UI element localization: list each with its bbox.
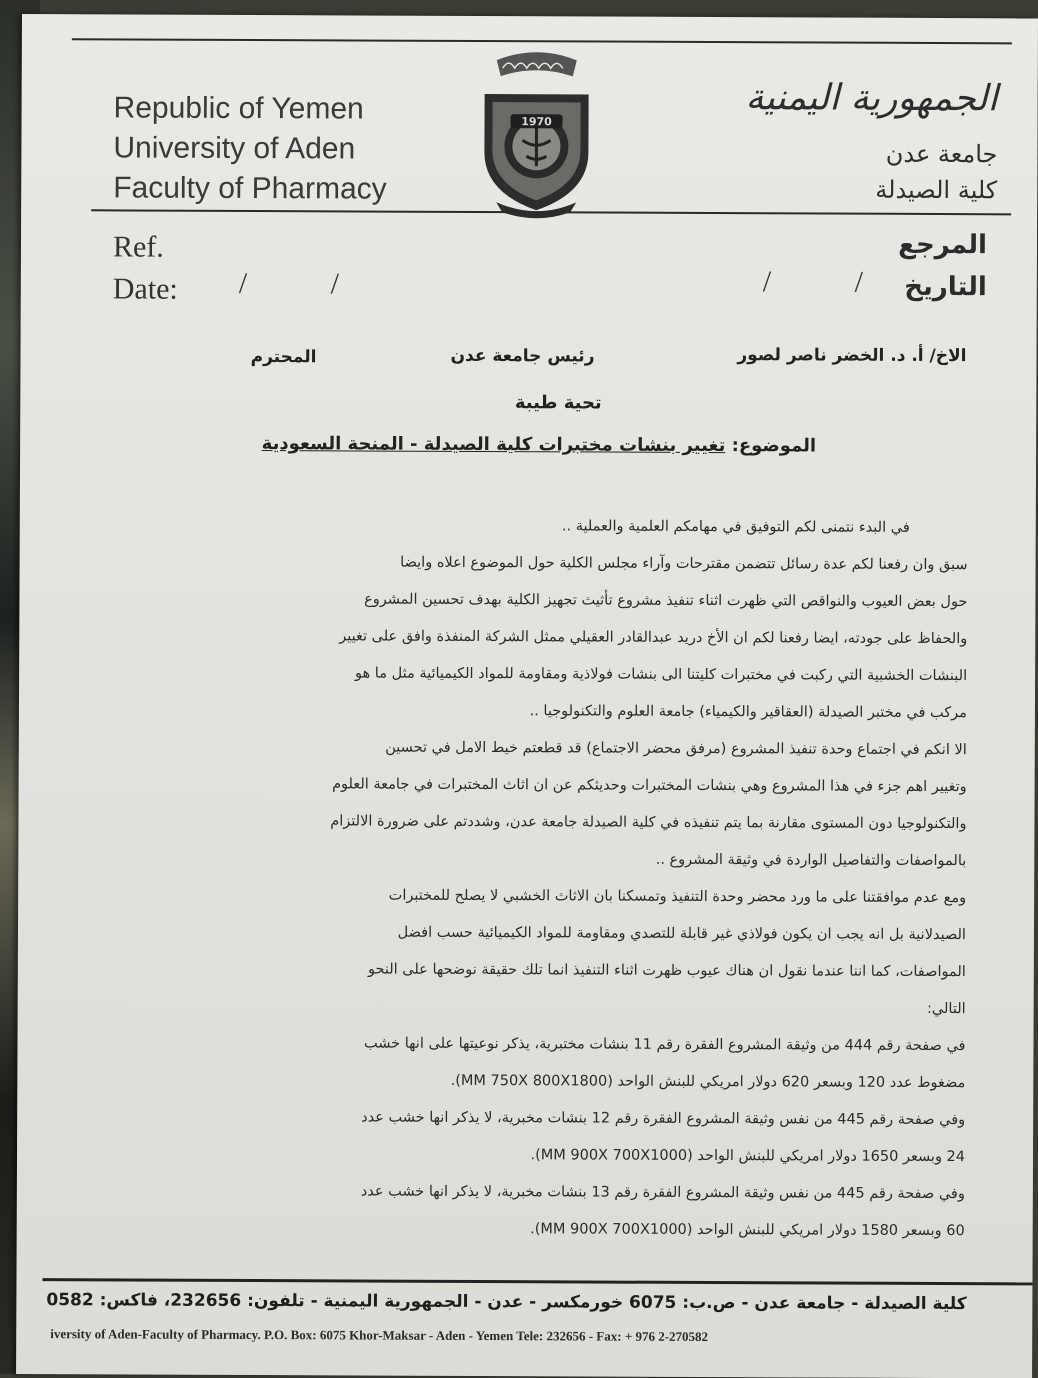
body-line: وفي صفحة رقم 445 من نفس وثيقة المشروع الفقرة رقم 13 بنشات مخبرية، لا يذكر انها خشب عدد: [360, 1183, 965, 1203]
body-line: الصيدلانية بل انه يجب ان يكون فولاذي غير قابلة للتصدي ومقاومة للمواد الكيميائية حسب افضل: [397, 924, 967, 944]
paragraph: [137, 1099, 965, 1177]
body-line: المواصفات، كما اننا عندما نقول ان هناك عيوب ظهرت اثناء التنفيذ انما تلك حقيقة نوضحها على النحو: [368, 961, 966, 981]
footer-arabic: كلية الصيدلة - جامعة عدن - ص.ب: 6075 خورمكسر - عدن - الجمهورية اليمنية - تلفون: 232656، فاكس: 0582: [46, 1290, 967, 1315]
footer-rule: [42, 1278, 1032, 1285]
paragraph: [140, 507, 968, 548]
addressee-line: [147, 343, 967, 368]
body-line: حول بعض العيوب والنواقص التي ظهرت اثناء تنفيذ مشروع تأثيث تجهيز الكلية بهدف تحسين المشروع: [364, 591, 968, 611]
letter-body: [137, 507, 968, 1251]
body-line: وتغيير اهم جزء في هذا المشروع وهي بنشات المختبرات وحديثكم عن ان اثاث المختبرات في جامعة العلوم: [332, 776, 967, 796]
paragraph: [139, 544, 968, 733]
ref-block-english: [113, 226, 178, 310]
header-arabic: [875, 136, 997, 209]
footer-english: iversity of Aden-Faculty of Pharmacy. P.O. Box: 6075 Khor-Maksar - Aden - Yemen Tele: 232656 - Fax: + 976 2-270582: [50, 1326, 709, 1345]
emblem-year: 1970: [521, 115, 552, 129]
ref-block-arabic: [898, 224, 987, 308]
subject-line: [262, 433, 817, 456]
body-line: البنشات الخشبية التي ركبت في مختبرات كليتنا الى بنشات فولاذية ومقاومة للمواد الكيميائية مثل ما هو: [355, 665, 968, 685]
date-slashes: / /: [238, 266, 378, 301]
date-slashes-ar: / /: [762, 265, 902, 299]
body-line: ومع عدم موافقتنا على ما ورد محضر وحدة التنفيذ وتمسكنا بان الاثاث الخشبي لا يصلح للمختبرات: [388, 887, 967, 907]
header-en-line-country: Republic of Yemen: [113, 91, 364, 126]
body-line: والحفاظ على جودته، ايضا رفعنا لكم ان الأخ دريد عبدالقادر العقيلي ممثل الشركة المنفذة وافق على تغيير: [339, 628, 968, 648]
addressee-honorific: المحترم: [250, 347, 317, 368]
addressee-name: الاخ/ أ. د. الخضر ناصر لصور: [737, 345, 967, 367]
paragraph: [138, 729, 967, 881]
date-label-ar: التاريخ: [904, 271, 987, 303]
body-line: والتكنولوجيا دون المستوى مقارنة بما يتم تنفيذه في كلية الصيدلة جامعة عدن، وشددتم على ضرورة الالتزام: [330, 813, 967, 833]
subject-label: الموضوع:: [731, 435, 817, 457]
paragraph: [137, 1025, 965, 1103]
header-english: [113, 88, 387, 209]
header-ar-line-faculty: كلية الصيدلة: [875, 175, 998, 205]
body-line: سبق وان رفعنا لكم عدة رسائل تتضمن مقترحات وآراء مجلس الكلية حول الموضوع اعلاه وايضا: [400, 554, 968, 574]
addressee-title: رئيس جامعة عدن: [450, 345, 595, 367]
header-en-line-faculty: Faculty of Pharmacy: [113, 171, 387, 206]
header-arabic-calligraphy: الجمهورية اليمنية: [745, 77, 998, 120]
ref-label: Ref.: [112, 230, 164, 264]
body-line: وفي صفحة رقم 445 من نفس وثيقة المشروع الفقرة رقم 12 بنشات مخبرية، لا يذكر انها خشب عدد: [361, 1109, 966, 1129]
header-ar-line-university: جامعة عدن: [885, 139, 998, 169]
paragraph: [137, 1173, 965, 1251]
university-emblem-icon: [466, 42, 607, 221]
body-line: 60 وبسعر 1580 دولار امريكي للبنش الواحد (MM 900X 700X1000).: [530, 1221, 965, 1240]
header-en-line-university: University of Aden: [113, 131, 356, 166]
body-line: مضغوط عدد 120 وبسعر 620 دولار امريكي للبنش الواحد (MM 750X 800X1800).: [450, 1072, 966, 1092]
subject-text: تغيير بنشات مختبرات كلية الصيدلة - المنحة السعودية: [261, 433, 726, 457]
body-line: 24 وبسعر 1650 دولار امريكي للبنش الواحد (MM 900X 700X1000).: [530, 1147, 966, 1166]
date-label: Date:: [112, 272, 178, 306]
body-line: مركب في مختبر الصيدلة (العقاقير والكيمياء) جامعة العلوم والتكنولوجيا ..: [529, 703, 967, 722]
ref-label-ar: المرجع: [898, 229, 988, 261]
body-line: في البدء نتمنى لكم التوفيق في مهامكم العلمية والعملية ..: [561, 518, 910, 536]
body-line: الا انكم في اجتماع وحدة تنفيذ المشروع (مرفق محضر الاجتماع) قد قطعتم خيط الامل في تحسين: [385, 739, 967, 759]
greeting: تحية طيبة: [514, 392, 602, 414]
letter-page: [16, 14, 1038, 1378]
body-line: بالمواصفات والتفاصيل الواردة في وثيقة المشروع ..: [655, 851, 967, 870]
body-line: التالي:: [926, 1000, 966, 1018]
body-line: في صفحة رقم 444 من وثيقة المشروع الفقرة رقم 11 بنشات مختبرية، يذكر نوعيتها على انها خشب: [363, 1035, 966, 1055]
paragraph: [138, 877, 967, 1029]
